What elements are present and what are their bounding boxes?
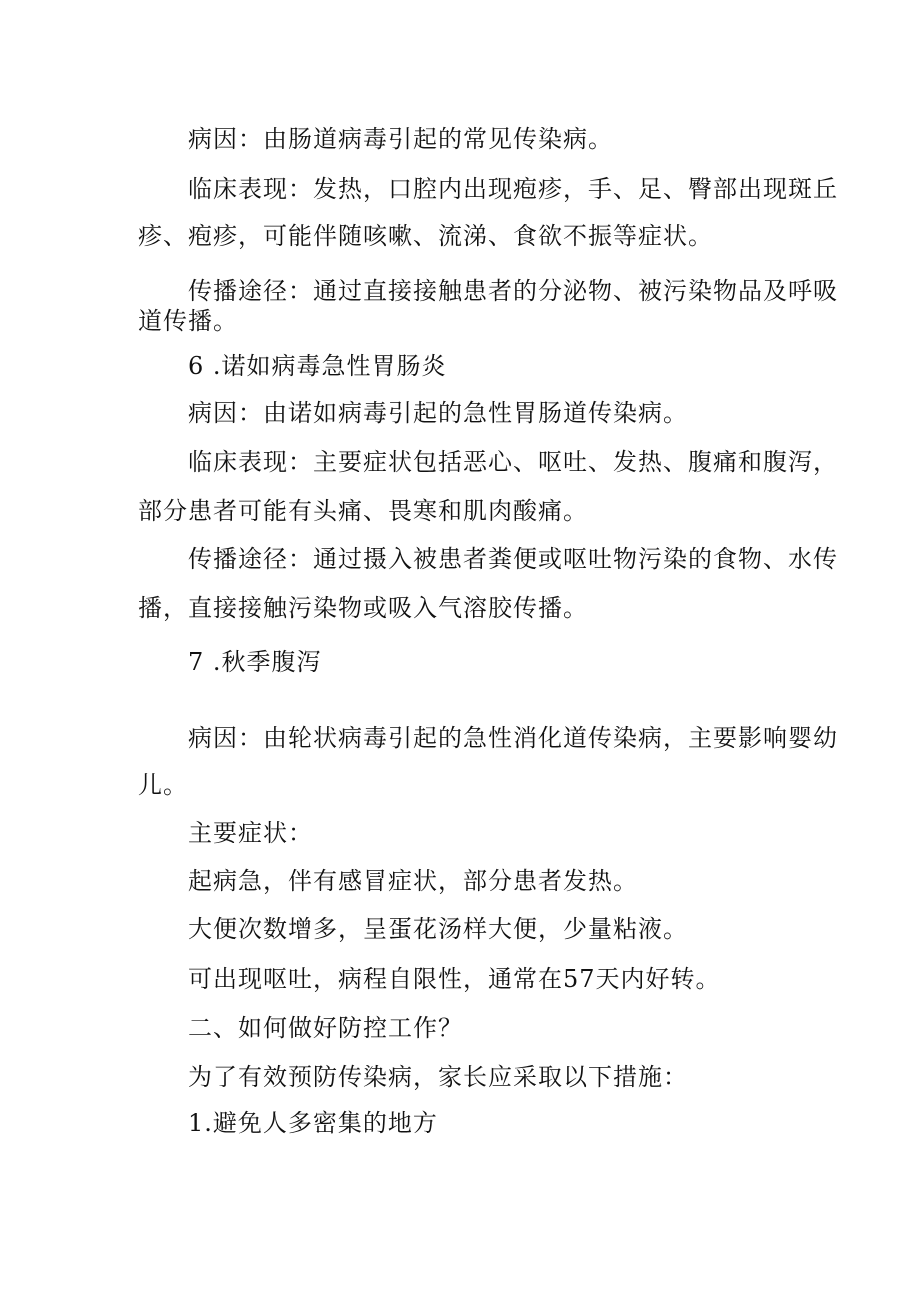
paragraph-line: 起病急，伴有感冒症状，部分患者发热。 (188, 867, 638, 895)
subheading: 主要症状： (188, 819, 313, 847)
paragraph-line: 临床表现：主要症状包括恶心、呕吐、发热、腹痛和腹泻， (188, 448, 838, 476)
paragraph-line: 可出现呕吐，病程自限性，通常在57天内好转。 (188, 965, 721, 993)
paragraph-line: 为了有效预防传染病，家长应采取以下措施： (188, 1063, 688, 1091)
paragraph-line: 道传播。 (138, 307, 238, 335)
paragraph-line: 传播途径：通过摄入被患者粪便或呕吐物污染的食物、水传 (188, 545, 838, 573)
section-heading: 6 .诺如病毒急性胃肠炎 (188, 352, 447, 380)
section-heading: 二、如何做好防控工作？ (188, 1014, 463, 1042)
paragraph-line: 儿。 (138, 771, 188, 799)
paragraph-line: 传播途径：通过直接接触患者的分泌物、被污染物品及呼吸 (188, 277, 838, 305)
section-heading: 7 .秋季腹泻 (188, 648, 322, 676)
paragraph-line: 部分患者可能有头痛、畏寒和肌肉酸痛。 (138, 497, 588, 525)
paragraph-line: 播，直接接触污染物或吸入气溶胶传播。 (138, 594, 588, 622)
paragraph-line: 病因：由轮状病毒引起的急性消化道传染病，主要影响婴幼 (188, 724, 838, 752)
paragraph-line: 大便次数增多，呈蛋花汤样大便，少量粘液。 (188, 915, 688, 943)
paragraph-line: 疹、疱疹，可能伴随咳嗽、流涕、食欲不振等症状。 (138, 222, 713, 250)
paragraph-line: 临床表现：发热，口腔内出现疱疹，手、足、臀部出现斑丘 (188, 175, 838, 203)
paragraph-line: 病因：由诺如病毒引起的急性胃肠道传染病。 (188, 399, 688, 427)
list-item: 1.避免人多密集的地方 (188, 1109, 438, 1137)
paragraph-line: 病因：由肠道病毒引起的常见传染病。 (188, 125, 613, 153)
